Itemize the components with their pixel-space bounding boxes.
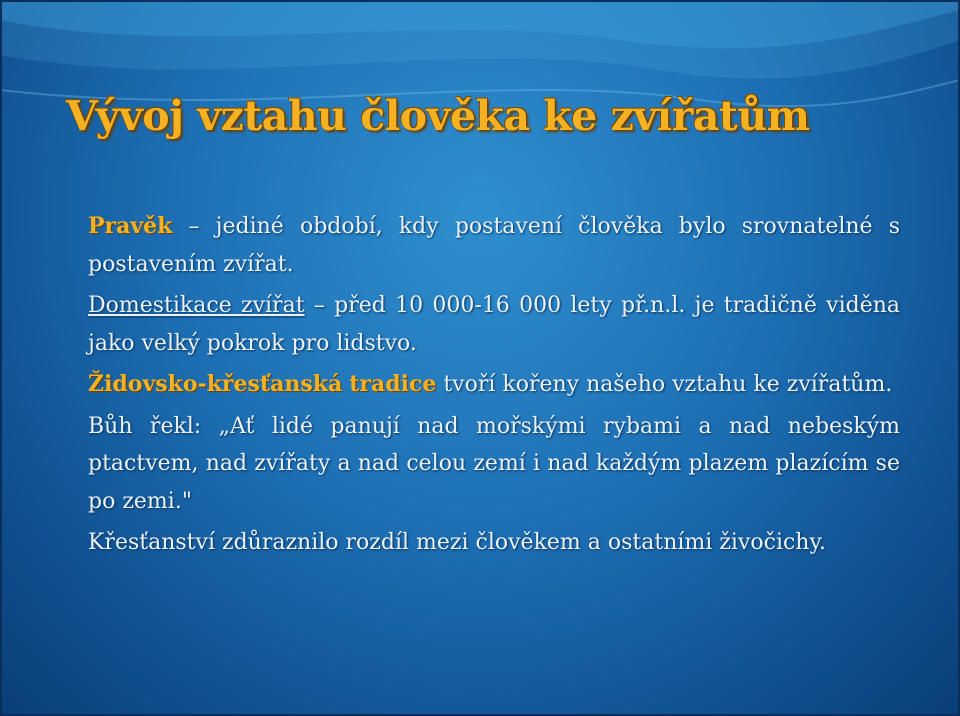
paragraph-domestikace-text: – před 10 000-16 000 lety př.n.l. je tradičně viděna jako velký pokrok pro lidstvo. xyxy=(88,293,900,356)
paragraph-pravek-text: – jediné období, kdy postavení člověka bylo srovnatelné s postavením zvířat. xyxy=(88,214,900,277)
link-domestikace[interactable]: Domestikace zvířat xyxy=(88,293,305,318)
highlight-zidovsko-krestanska: Židovsko-křesťanská xyxy=(88,371,343,397)
paragraph-krestanstvi: Křesťanství zdůraznilo rozdíl mezi člověkem a ostatními živočichy. xyxy=(88,530,826,555)
paragraph-tradice-text: tvoří kořeny našeho vztahu ke zvířatům. xyxy=(436,372,893,397)
highlight-pravek: Pravěk xyxy=(88,213,173,239)
slide-title: Vývoj vztahu člověka ke zvířatům xyxy=(66,92,810,140)
highlight-tradice: tradice xyxy=(349,371,437,397)
paragraph-buh-rekl: Bůh řekl: „Ať lidé panují nad mořskými rybami a nad nebeským ptactvem, nad zvířaty a nad celou zemí i nad každým plazem plazícím se po zemi." xyxy=(88,413,900,514)
